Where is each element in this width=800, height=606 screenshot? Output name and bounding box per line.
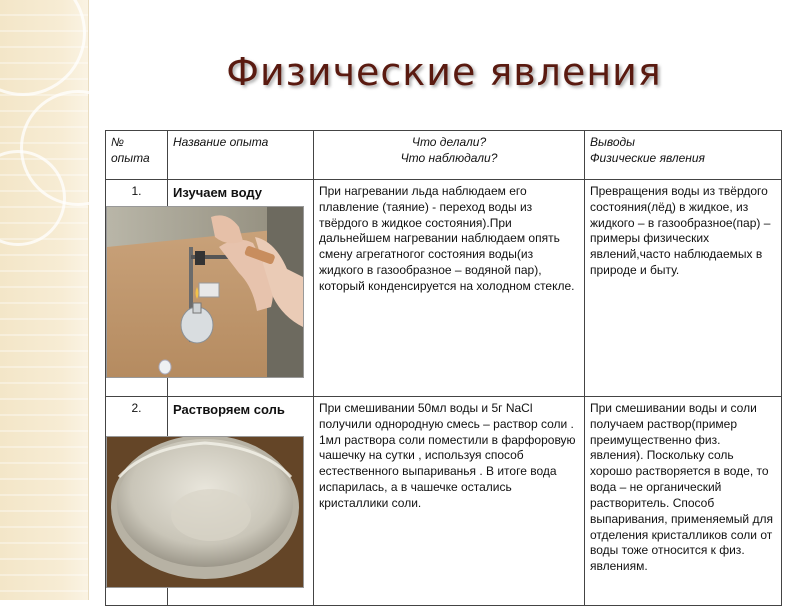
header-conclusions — [585, 131, 782, 180]
photo-heating-water-image — [107, 207, 303, 377]
conclusion-text: При смешивании воды и соли получаем раствор(пример преимущественно физ. явления). Поскольку соль хорошо растворяется в воде, то вода – не органический растворитель. Способ выпаривания, применяемый для отделения кристалликов соли от воды тоже относится к физ. явлениям. — [585, 397, 782, 606]
header-result-line2: Физические явления — [590, 150, 705, 165]
header-result-line1: Выводы — [590, 135, 635, 149]
experiment-name: Изучаем воду — [173, 185, 263, 200]
header-what-done — [314, 131, 585, 180]
slide-title: Физические явления — [226, 50, 662, 94]
header-what-line1: Что делали? — [411, 135, 487, 149]
decorative-side-panel — [0, 0, 89, 600]
what-done-text: При смешивании 50мл воды и 5г NaCl получили однородную смесь – раствор соли . 1мл раствора соли поместили в фарфоровую чашечку на сутки , используя способ естественного выпариванья . В итоге вода испарилась, а в чашечке остались кристаллики соли. — [314, 397, 585, 606]
photo-heating-water — [106, 206, 304, 378]
header-experiment-name: Название опыта — [168, 131, 314, 180]
table-header-row — [106, 131, 782, 180]
row-number: 1. — [106, 180, 168, 397]
header-what-line2: Что наблюдали? — [400, 150, 498, 165]
what-done-text: При нагревании льда наблюдаем его плавление (таяние) - переход воды из твёрдого в жидкое состояния).При дальнейшем нагревании наблюдаем опять смену агрегатногог состояния воды(из жидкого в газообразное – водяной пар), который конденсируется на холодном стекле. — [314, 180, 585, 397]
photo-porcelain-dish-image — [107, 437, 303, 587]
conclusion-text: Превращения воды из твёрдого состояния(лёд) в жидкое, из жидкого – в газообразное(пар) – примеры физических явлений,часто наблюдаемых в природе и быту. — [585, 180, 782, 397]
photo-porcelain-dish — [106, 436, 304, 588]
row-number: 2. — [106, 397, 168, 606]
experiment-name: Растворяем соль — [173, 402, 285, 417]
header-number: № опыта — [106, 131, 168, 180]
